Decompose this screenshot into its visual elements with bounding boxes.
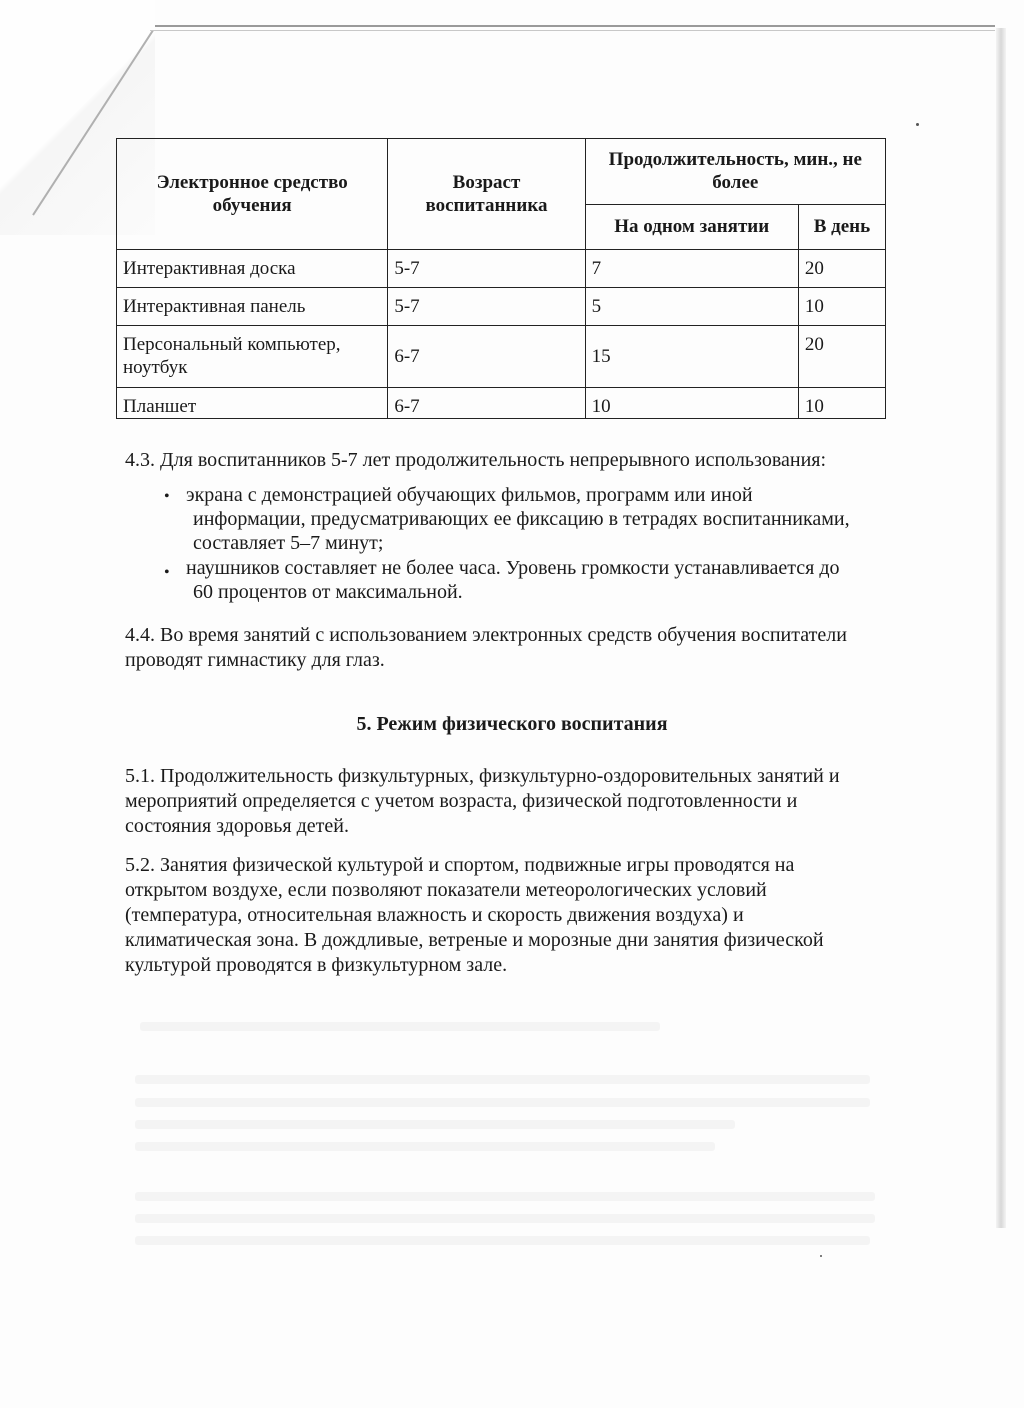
bullet-2-line-2: 60 процентов от максимальной. (193, 581, 463, 603)
paragraph-5-2-line-2: открытом воздухе, если позволяют показатели метеорологических условий (125, 879, 767, 901)
cell-age: 5-7 (388, 288, 585, 326)
cell-age: 6-7 (388, 388, 585, 419)
bullet-icon: • (164, 488, 170, 505)
header-duration: Продолжительность, мин., не более (585, 139, 885, 205)
header-per-day: В день (798, 204, 885, 249)
page-edge-right (996, 28, 1006, 1228)
header-device: Электронное средство обучения (117, 139, 388, 250)
scan-speck (916, 123, 919, 126)
page-edge-top (155, 25, 995, 27)
cell-device: Персональный компьютер, ноутбук (117, 326, 388, 388)
cell-per-session: 5 (585, 288, 798, 326)
cell-per-day: 20 (798, 250, 885, 288)
paragraph-5-1-line-1: 5.1. Продолжительность физкультурных, физкультурно-оздоровительных занятий и (125, 765, 840, 787)
paragraph-5-2-line-5: культурой проводятся в физкультурном зале. (125, 954, 508, 976)
table-row (117, 326, 886, 388)
bullet-1-line-2: информации, предусматривающих ее фиксацию в тетрадях воспитанниками, (193, 508, 850, 530)
paragraph-5-1-line-2: мероприятий определяется с учетом возраста, физической подготовленности и (125, 790, 798, 812)
paragraph-5-1-line-3: состояния здоровья детей. (125, 815, 350, 837)
paragraph-4-3-intro: 4.3. Для воспитанников 5-7 лет продолжительность непрерывного использования: (125, 449, 827, 471)
paragraph-4-4-line-1: 4.4. Во время занятий с использованием электронных средств обучения воспитатели (125, 624, 847, 646)
paragraph-4-4-line-2: проводят гимнастику для глаз. (125, 649, 385, 671)
table-row (117, 250, 886, 288)
cell-per-session: 15 (585, 326, 798, 388)
page-edge-top-shadow (150, 30, 995, 31)
screen-time-table (116, 138, 886, 419)
scan-speck (820, 1255, 822, 1257)
cell-per-session: 10 (585, 388, 798, 419)
cell-age: 5-7 (388, 250, 585, 288)
section-5-heading: 5. Режим физического воспитания (356, 713, 668, 735)
table-row (117, 388, 886, 419)
cell-age: 6-7 (388, 326, 585, 388)
paragraph-5-2-line-3: (температура, относительная влажность и скорость движения воздуха) и (125, 904, 744, 926)
cell-device: Интерактивная панель (117, 288, 388, 326)
paragraph-5-2-line-1: 5.2. Занятия физической культурой и спортом, подвижные игры проводятся на (125, 854, 795, 876)
bullet-icon: • (164, 564, 170, 581)
table-row (117, 288, 886, 326)
bullet-1-line-3: составляет 5–7 минут; (193, 532, 384, 554)
cell-per-day: 10 (798, 288, 885, 326)
paragraph-5-2-line-4: климатическая зона. В дождливые, ветреные и морозные дни занятия физической (125, 929, 824, 951)
cell-device: Интерактивная доска (117, 250, 388, 288)
header-age: Возраст воспитанника (388, 139, 585, 250)
cell-device: Планшет (117, 388, 388, 419)
cell-per-day: 10 (798, 388, 885, 419)
bullet-2-line-1: наушников составляет не более часа. Уровень громкости устанавливается до (186, 557, 840, 579)
cell-per-session: 7 (585, 250, 798, 288)
cell-per-day: 20 (798, 326, 885, 388)
header-per-session: На одном занятии (585, 204, 798, 249)
bullet-1-line-1: экрана с демонстрацией обучающих фильмов, программ или иной (186, 484, 753, 506)
